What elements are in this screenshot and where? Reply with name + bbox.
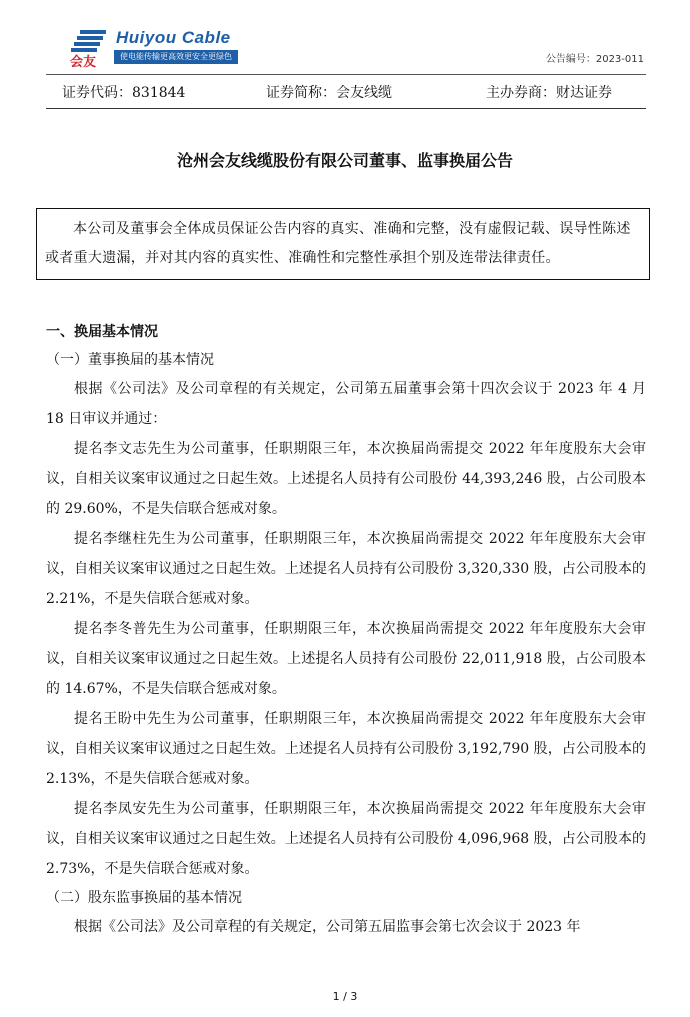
page-header xyxy=(46,22,646,76)
nominee-paragraph: 提名王盼中先生为公司董事，任职期限三年，本次换届尚需提交 2022 年年度股东大会审议，自相关议案审议通过之日起生效。上述提名人员持有公司股份 3,192,790 股，占公司股本的 2.13%，不是失信联合惩戒对象。 xyxy=(46,711,646,787)
info-divider xyxy=(46,108,646,109)
nominee-paragraph: 提名李继柱先生为公司董事，任职期限三年，本次换届尚需提交 2022 年年度股东大会审议，自相关议案审议通过之日起生效。上述提名人员持有公司股份 3,320,330 股，占公司股本的 2.21%，不是失信联合惩戒对象。 xyxy=(46,531,646,607)
subsection-heading-supervisors: （二）股东监事换届的基本情况 xyxy=(46,890,242,906)
announcement-number: 公告编号：2023-011 xyxy=(545,54,644,65)
header-divider xyxy=(46,74,646,75)
company-logo xyxy=(66,28,256,68)
logo-mark-icon xyxy=(66,28,108,68)
svg-text:会友: 会友 xyxy=(70,55,97,68)
brand-slogan: 使电能传输更高效更安全更绿色 xyxy=(114,50,238,64)
document-body xyxy=(46,318,646,942)
directors-intro-paragraph: 根据《公司法》及公司章程的有关规定，公司第五届董事会第十四次会议于 2023 年 4 月 18 日审议并通过： xyxy=(46,381,646,427)
subsection-heading-directors: （一）董事换届的基本情况 xyxy=(46,352,214,368)
sponsor-broker: 主办券商：财达证券 xyxy=(486,85,612,101)
disclaimer-text: 本公司及董事会全体成员保证公告内容的真实、准确和完整，没有虚假记载、误导性陈述或者重大遗漏，并对其内容的真实性、准确性和完整性承担个别及连带法律责任。 xyxy=(45,221,631,266)
security-info-row xyxy=(46,82,646,104)
stock-name: 证券简称：会友线缆 xyxy=(266,85,392,101)
section-heading: 一、换届基本情况 xyxy=(46,324,158,340)
nominee-paragraph: 提名李文志先生为公司董事，任职期限三年，本次换届尚需提交 2022 年年度股东大会审议，自相关议案审议通过之日起生效。上述提名人员持有公司股份 44,393,246 股，占公司股本的 29.60%，不是失信联合惩戒对象。 xyxy=(46,441,646,517)
stock-code: 证券代码：831844 xyxy=(62,85,186,101)
brand-english-name: Huiyou Cable xyxy=(116,28,231,47)
nominee-paragraph: 提名李冬普先生为公司董事，任职期限三年，本次换届尚需提交 2022 年年度股东大会审议，自相关议案审议通过之日起生效。上述提名人员持有公司股份 22,011,918 股，占公司股本的 14.67%，不是失信联合惩戒对象。 xyxy=(46,621,646,697)
disclaimer-box xyxy=(36,208,650,280)
document-title: 沧州会友线缆股份有限公司董事、监事换届公告 xyxy=(176,151,513,170)
supervisors-intro-paragraph: 根据《公司法》及公司章程的有关规定，公司第五届监事会第七次会议于 2023 年 xyxy=(74,919,581,935)
nominee-paragraph: 提名李凤安先生为公司董事，任职期限三年，本次换届尚需提交 2022 年年度股东大会审议，自相关议案审议通过之日起生效。上述提名人员持有公司股份 4,096,968 股，占公司股本的 2.73%，不是失信联合惩戒对象。 xyxy=(46,801,646,877)
page-number: 1 / 3 xyxy=(332,990,358,1003)
